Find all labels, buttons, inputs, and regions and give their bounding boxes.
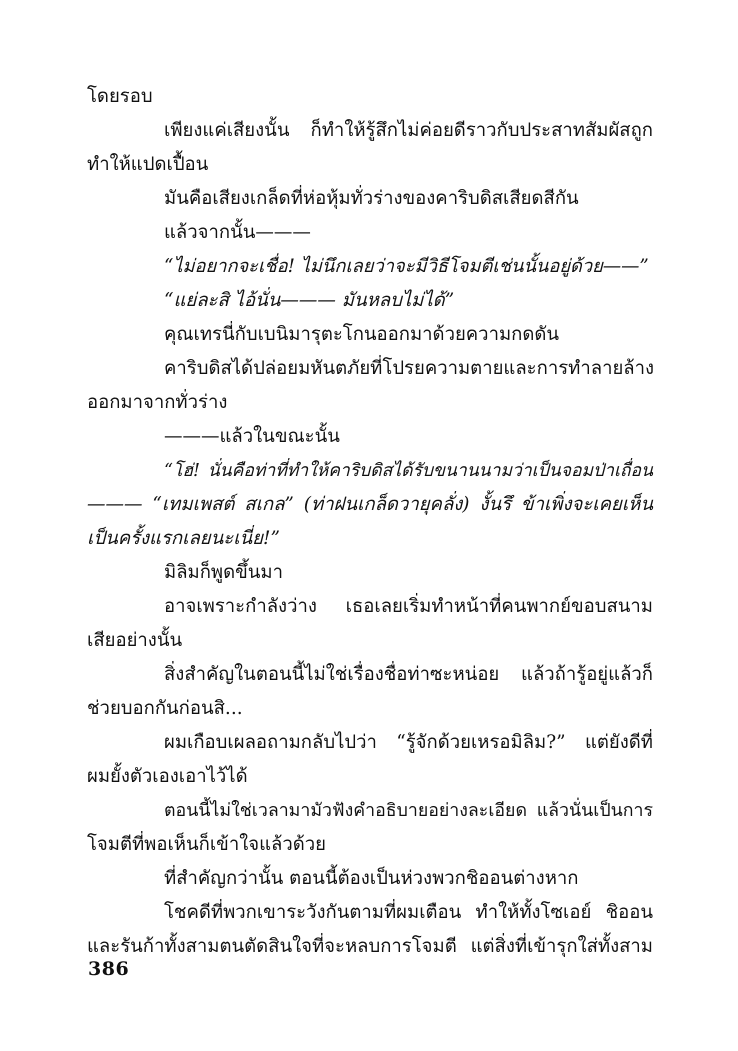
- text-line: ——— “เทมเพสต์ สเกล” (ท่าฝนเกล็ดวายุคลั่ง) งั้นรึ ข้าเพิ่งจะเคยเห็น: [87, 494, 653, 515]
- text-line: “ไม่อยากจะเชื่อ! ไม่นึกเลยว่าจะมีวิธีโจมตีเช่นนั้นอยู่ด้วย——”: [164, 256, 649, 277]
- text-line: โจมตีที่พอเห็นก็เข้าใจแล้วด้วย: [87, 834, 326, 855]
- text-line: มันคือเสียงเกล็ดที่ห่อหุ้มทั่วร่างของคาริบดิสเสียดสีกัน: [164, 188, 579, 209]
- text-line: “แย่ละสิ ไอ้นั่น——— มันหลบไม่ได้”: [164, 290, 455, 311]
- text-line: เสียอย่างนั้น: [87, 630, 183, 651]
- text-line: และรันก้าทั้งสามตนตัดสินใจที่จะหลบการโจมตี แต่สิ่งที่เข้ารุกใส่ทั้งสาม: [87, 936, 653, 957]
- text-line: แล้วจากนั้น———: [164, 222, 311, 243]
- text-line: โดยรอบ: [87, 86, 153, 107]
- text-line: โชคดีที่พวกเขาระวังกันตามที่ผมเตือน ทำให้ทั้งโซเอย์ ชิออน: [164, 902, 653, 923]
- text-line: สิ่งสำคัญในตอนนี้ไม่ใช่เรื่องชื่อท่าซะหน่อย แล้วถ้ารู้อยู่แล้วก็: [164, 664, 653, 685]
- text-line: มิลิมก็พูดขึ้นมา: [164, 562, 284, 583]
- text-line: “โฮ่! นั่นคือท่าที่ทำให้คาริบดิสได้รับขนานนามว่าเป็นจอมป่าเถื่อน: [164, 461, 653, 481]
- text-line: ที่สำคัญกว่านั้น ตอนนี้ต้องเป็นห่วงพวกชิออนต่างหาก: [164, 868, 579, 889]
- text-line: อาจเพราะกำลังว่าง เธอเลยเริ่มทำหน้าที่คนพากย์ขอบสนาม: [164, 596, 653, 617]
- text-line: ผมยั้งตัวเองเอาไว้ได้: [87, 766, 248, 787]
- text-line: ทำให้แปดเปื้อน: [87, 154, 209, 175]
- text-line: ผมเกือบเผลอถามกลับไปว่า “รู้จักด้วยเหรอมิลิม?” แต่ยังดีที่: [164, 732, 653, 753]
- text-line: ออกมาจากทั่วร่าง: [87, 392, 228, 413]
- page-number: 386: [88, 958, 130, 980]
- text-line: ———แล้วในขณะนั้น: [164, 426, 340, 447]
- text-line: เพียงแค่เสียงนั้น ก็ทำให้รู้สึกไม่ค่อยดีราวกับประสาทสัมผัสถูก: [164, 120, 653, 141]
- text-line: เป็นครั้งแรกเลยนะเนี่ย!”: [87, 528, 280, 549]
- text-line: คาริบดิสได้ปล่อยมหันตภัยที่โปรยความตายและการทำลายล้าง: [164, 358, 655, 379]
- text-line: ตอนนี้ไม่ใช่เวลามามัวฟังคำอธิบายอย่างละเอียด แล้วนั่นเป็นการ: [164, 801, 653, 821]
- text-line: ช่วยบอกกันก่อนสิ...: [87, 698, 243, 719]
- text-line: คุณเทรนี่กับเบนิมารุตะโกนออกมาด้วยความกดดัน: [164, 324, 560, 345]
